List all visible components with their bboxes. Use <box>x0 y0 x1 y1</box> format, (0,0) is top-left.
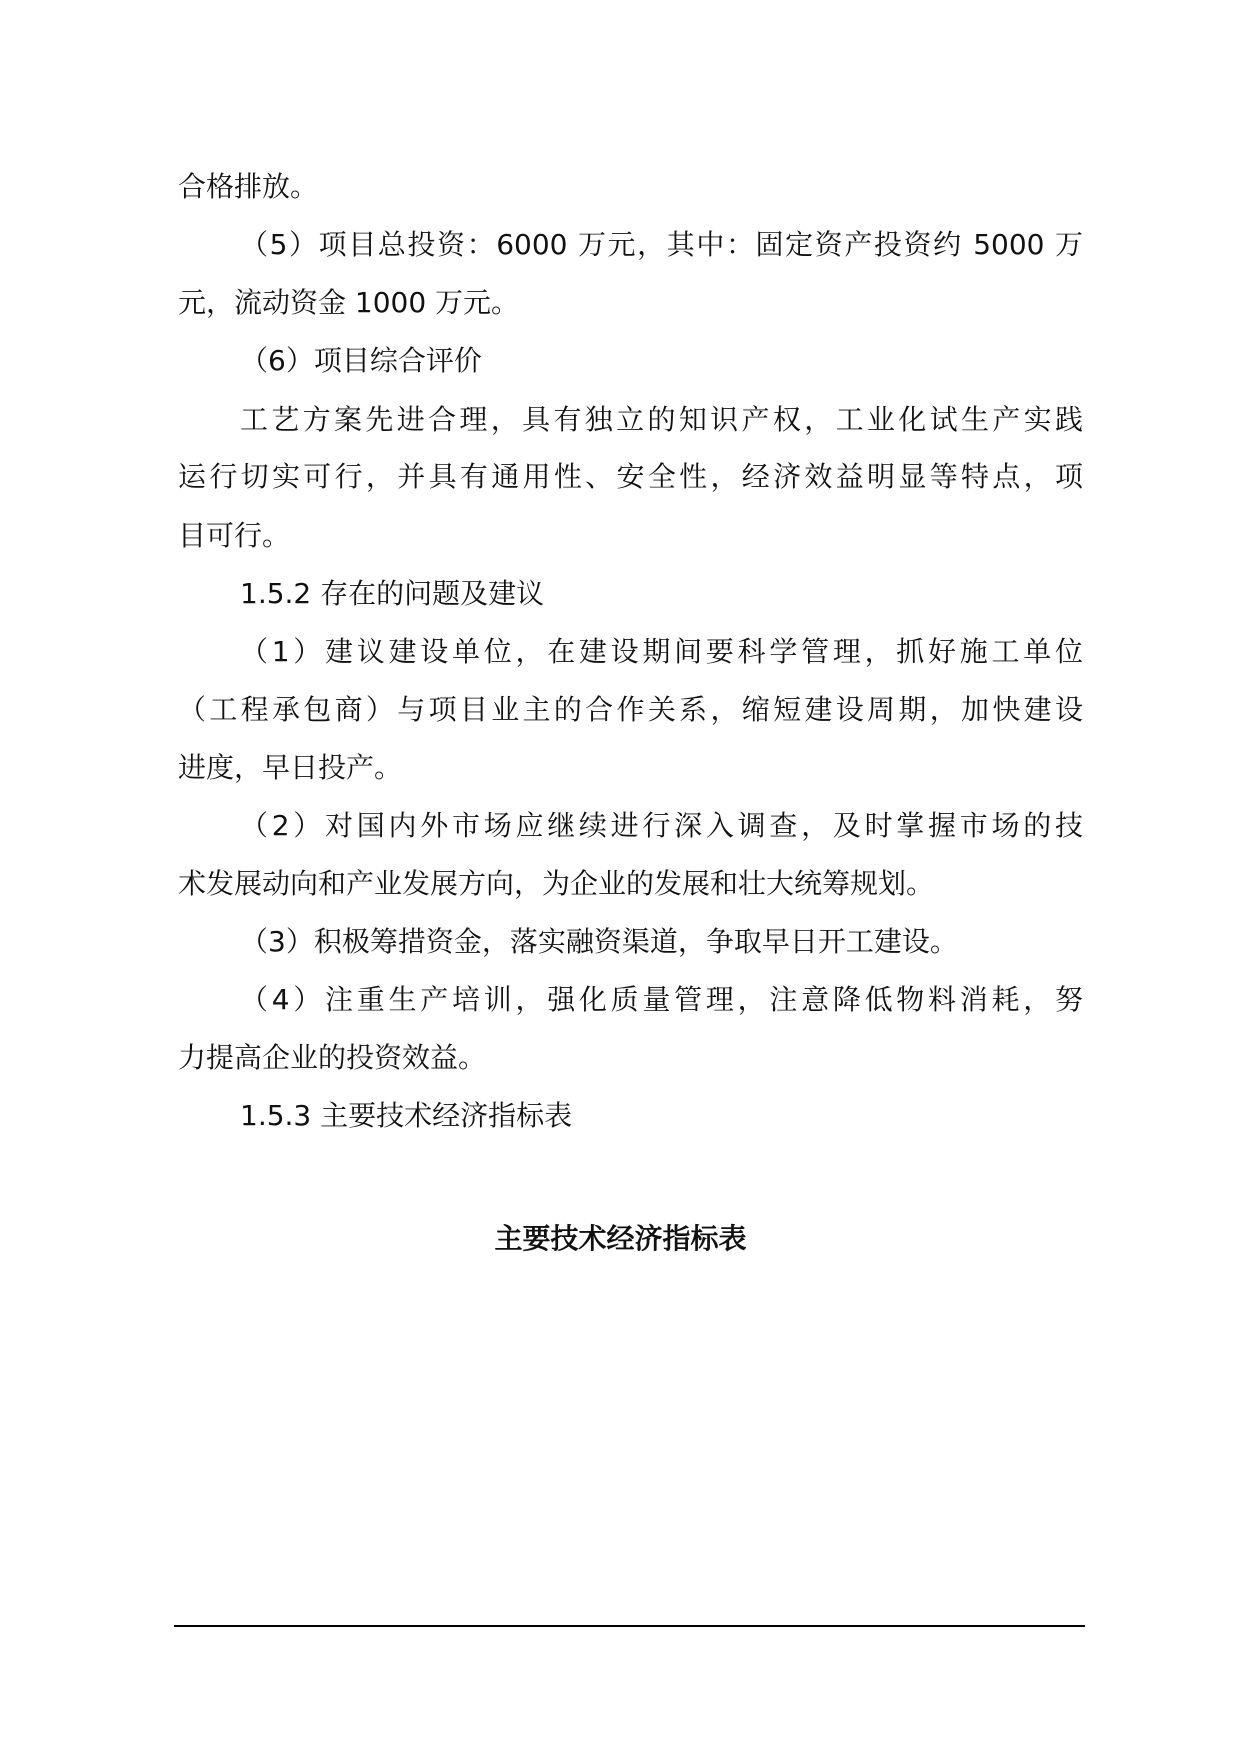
text-line: （2）对国内外市场应继续进行深入调查，及时掌握市场的技 <box>240 809 1083 842</box>
text-line: （工程承包商）与项目业主的合作关系，缩短建设周期，加快建设 <box>178 693 1083 726</box>
footer-divider <box>174 1625 1085 1627</box>
text-line: （1）建议建设单位，在建设期间要科学管理，抓好施工单位 <box>240 635 1083 668</box>
text-line: （5）项目总投资：6000 万元，其中：固定资产投资约 5000 万 <box>240 228 1083 261</box>
table-title: 主要技术经济指标表 <box>494 1222 747 1255</box>
text-line: 力提高企业的投资效益。 <box>178 1041 487 1074</box>
text-line: 目可行。 <box>178 519 291 552</box>
text-line: 进度，早日投产。 <box>178 751 403 784</box>
text-line: 运行切实可行，并具有通用性、安全性，经济效益明显等特点，项 <box>178 460 1083 493</box>
text-line: 元，流动资金 1000 万元。 <box>178 286 520 319</box>
text-line: 术发展动向和产业发展方向，为企业的发展和壮大统筹规划。 <box>178 867 935 900</box>
section-heading: 1.5.3 主要技术经济指标表 <box>240 1099 573 1132</box>
text-line: （4）注重生产培训，强化质量管理，注意降低物料消耗，努 <box>240 983 1083 1016</box>
text-line: 合格排放。 <box>178 170 319 203</box>
section-heading: 1.5.2 存在的问题及建议 <box>240 577 545 610</box>
text-line: （3）积极筹措资金，落实融资渠道，争取早日开工建设。 <box>240 925 958 958</box>
text-line: 工艺方案先进合理，具有独立的知识产权，工业化试生产实践 <box>240 403 1083 436</box>
text-line: （6）项目综合评价 <box>240 344 482 377</box>
